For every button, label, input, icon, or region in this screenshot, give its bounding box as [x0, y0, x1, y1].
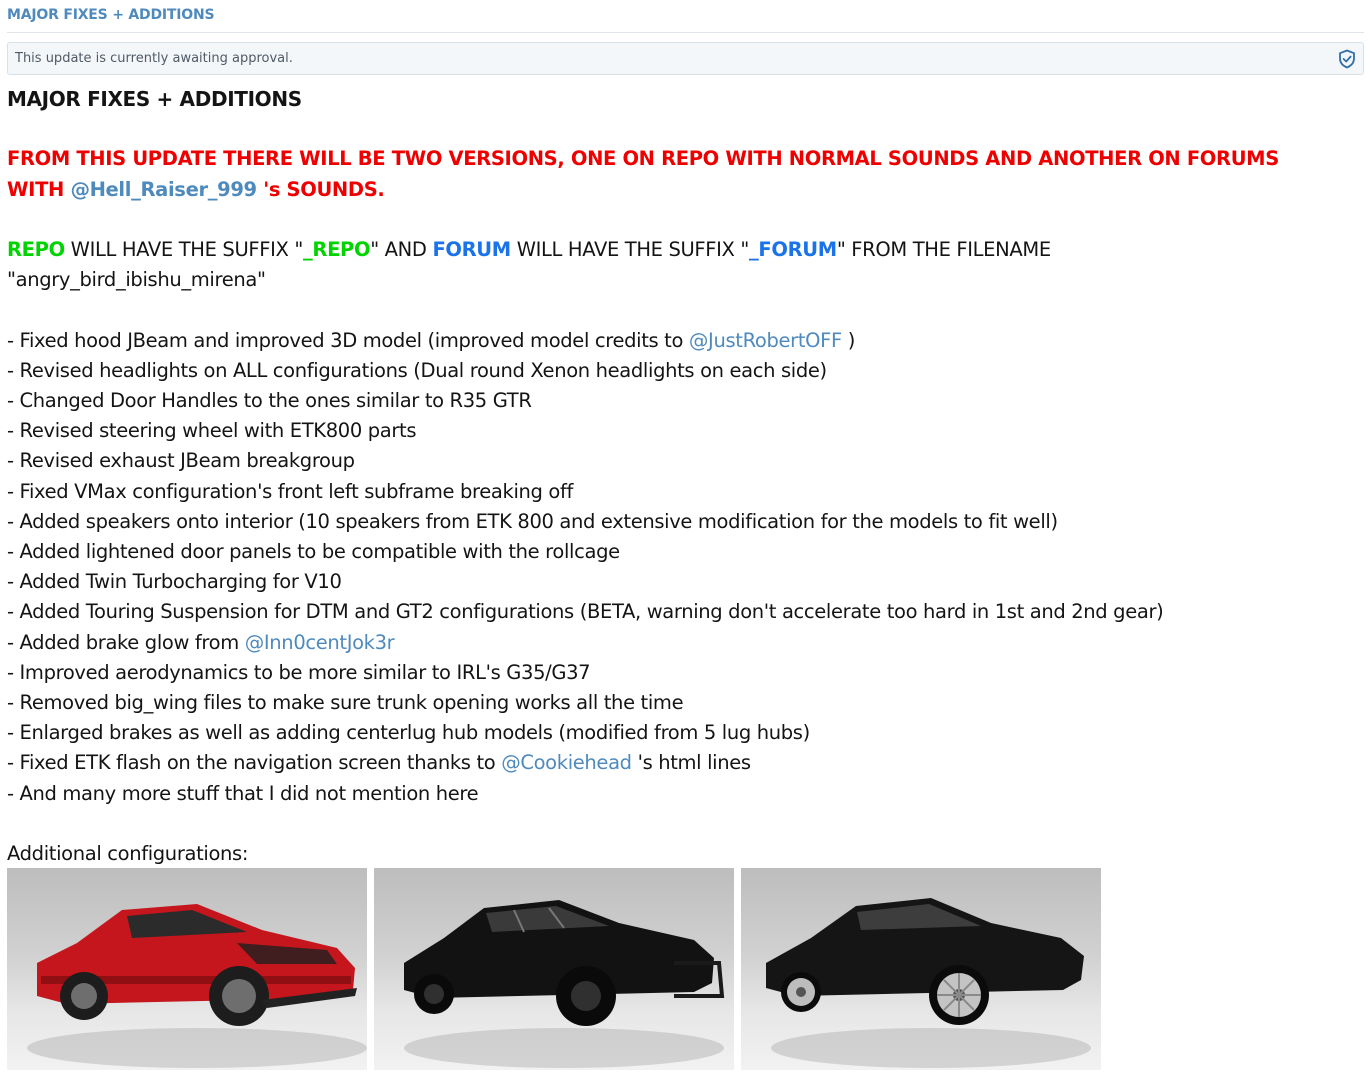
- repo-label: REPO: [7, 237, 65, 261]
- change-text: - Improved aerodynamics to be more similar to IRL's G35/G37: [7, 660, 591, 684]
- change-item: [7, 477, 1364, 507]
- user-mention-link[interactable]: @Cookiehead: [501, 751, 632, 775]
- config-gallery: [7, 868, 1101, 1070]
- suffix-text-2: " AND: [370, 237, 433, 261]
- changes-list: [7, 326, 1364, 809]
- change-text: - Added Twin Turbocharging for V10: [7, 570, 342, 594]
- blank-line: [7, 295, 1364, 325]
- change-item: [7, 507, 1364, 537]
- change-text-suffix: ): [841, 328, 855, 352]
- update-body: [7, 84, 1364, 869]
- warning-line-2: [7, 175, 1364, 205]
- change-text: - And many more stuff that I did not mention here: [7, 781, 479, 805]
- shield-check-icon: [1337, 49, 1357, 69]
- change-text: - Fixed hood JBeam and improved 3D model (improved model credits to: [7, 328, 689, 352]
- change-item: [7, 537, 1364, 567]
- update-page: [7, 0, 1364, 869]
- red-car-thumbnail[interactable]: [7, 868, 367, 1070]
- change-text-suffix: 's html lines: [631, 751, 751, 775]
- change-item: [7, 597, 1364, 627]
- black-sedan-thumbnail[interactable]: [741, 868, 1101, 1070]
- blank-line: [7, 809, 1364, 839]
- change-item: [7, 356, 1364, 386]
- change-text: - Removed big_wing files to make sure trunk opening works all the time: [7, 691, 684, 715]
- suffix-text-3: WILL HAVE THE SUFFIX ": [510, 237, 750, 261]
- change-item: [7, 446, 1364, 476]
- change-item: [7, 326, 1364, 356]
- change-item: [7, 748, 1364, 778]
- change-item: [7, 628, 1364, 658]
- filename-line: "angry_bird_ibishu_mirena": [7, 268, 266, 292]
- change-text: - Added speakers onto interior (10 speakers from ETK 800 and extensive modification for the models to fit well): [7, 509, 1058, 533]
- change-text: - Revised exhaust JBeam breakgroup: [7, 449, 355, 473]
- change-item: [7, 386, 1364, 416]
- black-rally-car-thumbnail[interactable]: [374, 868, 734, 1070]
- change-text: - Fixed ETK flash on the navigation screen thanks to: [7, 751, 502, 775]
- change-item: [7, 567, 1364, 597]
- warning-prefix: WITH: [7, 177, 71, 201]
- blank-line: [7, 114, 1364, 144]
- change-item: [7, 658, 1364, 688]
- change-text: - Revised steering wheel with ETK800 parts: [7, 419, 417, 443]
- change-text: - Enlarged brakes as well as adding centerlug hub models (modified from 5 lug hubs): [7, 721, 810, 745]
- user-mention-link[interactable]: @Inn0centJok3r: [244, 630, 395, 654]
- change-item: [7, 688, 1364, 718]
- approval-notice-text: This update is currently awaiting approval.: [15, 51, 293, 66]
- change-text: - Revised headlights on ALL configurations (Dual round Xenon headlights on each side): [7, 358, 827, 382]
- approval-notice: [7, 42, 1364, 75]
- mention-hell-raiser[interactable]: @Hell_Raiser_999: [70, 177, 257, 201]
- change-item: [7, 416, 1364, 446]
- blank-line: [7, 205, 1364, 235]
- suffix-line: [7, 235, 1364, 265]
- warning-line-1: FROM THIS UPDATE THERE WILL BE TWO VERSIONS, ONE ON REPO WITH NORMAL SOUNDS AND ANOTHER ON FORUMS: [7, 147, 1279, 171]
- user-mention-link[interactable]: @JustRobertOFF: [688, 328, 842, 352]
- change-text: - Added lightened door panels to be compatible with the rollcage: [7, 540, 620, 563]
- change-text: - Changed Door Handles to the ones similar to R35 GTR: [7, 388, 532, 412]
- forum-suffix: _FORUM: [749, 237, 837, 261]
- change-item: [7, 779, 1364, 809]
- suffix-text-1: WILL HAVE THE SUFFIX ": [64, 237, 303, 261]
- suffix-text-4: " FROM THE FILENAME: [836, 237, 1051, 261]
- change-text: - Fixed VMax configuration's front left subframe breaking off: [7, 479, 574, 503]
- warning-suffix: 's SOUNDS.: [256, 177, 385, 201]
- configs-label: Additional configurations:: [7, 842, 249, 866]
- change-text: - Added Touring Suspension for DTM and GT2 configurations (BETA, warning don't accelerate too hard in 1st and 2nd gear): [7, 600, 1164, 624]
- change-text: - Added brake glow from: [7, 630, 245, 654]
- change-item: [7, 718, 1364, 748]
- post-heading: MAJOR FIXES + ADDITIONS: [7, 87, 302, 111]
- update-title-link[interactable]: MAJOR FIXES + ADDITIONS: [7, 0, 1364, 33]
- repo-suffix: _REPO: [303, 237, 371, 261]
- forum-label: FORUM: [432, 237, 511, 261]
